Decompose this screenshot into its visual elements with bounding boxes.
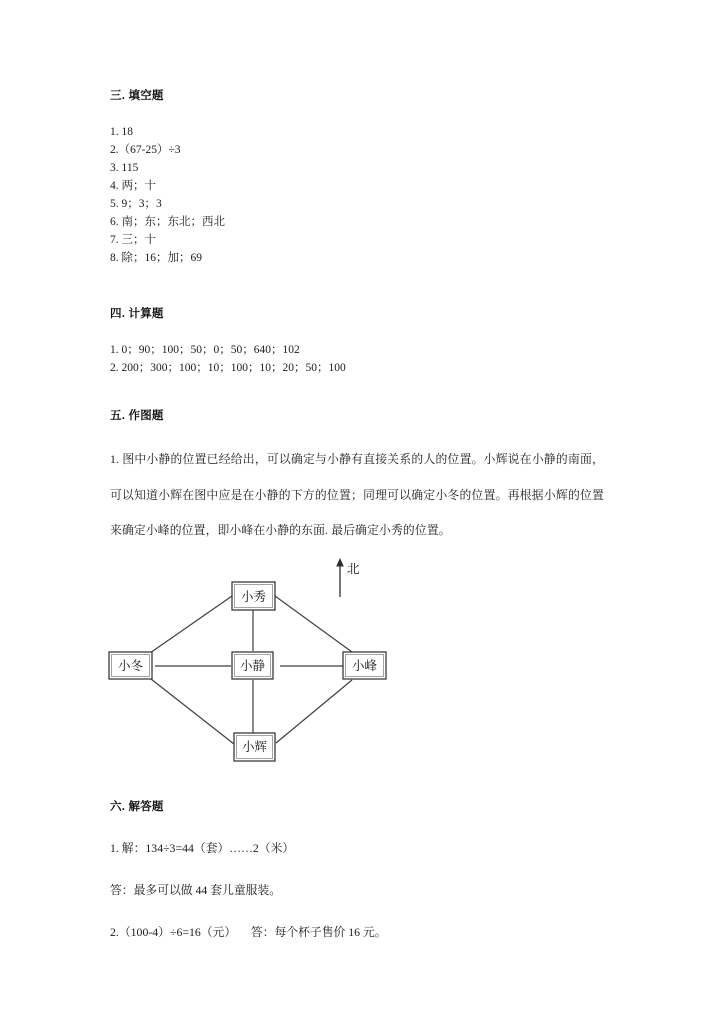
list-item: 8. 除；16；加；69: [110, 252, 202, 264]
edge-xiaoxiu-xiaofeng: [275, 596, 352, 652]
diagram-node-xiaohui: [234, 733, 275, 761]
section-heading-solve: 六. 解答题: [110, 801, 164, 813]
solve-section: [110, 799, 610, 941]
diagram-node-xiaoxiu: [232, 582, 275, 610]
north-arrow-icon: [336, 558, 344, 597]
spacer: [110, 377, 610, 408]
diagram-node-xiaofeng: [343, 652, 386, 679]
list-item: 2.（67-25）÷3: [110, 144, 181, 156]
solve-line: 答：最多可以做 44 套儿童服装。: [110, 883, 282, 897]
document-content: [110, 88, 610, 549]
north-label: 北: [347, 562, 360, 576]
edge-xiaodong-xiaohui: [151, 679, 234, 744]
fill-in-blank-answer-list: [110, 123, 610, 267]
diagram-node-xiaojing: [232, 652, 273, 679]
spacer: [110, 424, 610, 442]
spacer: [110, 857, 610, 881]
diagram-node-label: 小峰: [351, 659, 378, 673]
edge-xiaodong-xiaoxiu: [150, 596, 232, 653]
spacer: [110, 267, 610, 306]
list-item: 7. 三；十: [110, 234, 156, 246]
diagram-node-label: 小辉: [241, 740, 268, 754]
spacer: [110, 899, 610, 923]
list-item: 6. 南；东；东北；西北: [110, 216, 225, 228]
spacer: [110, 815, 610, 839]
edge-xiaohui-xiaofeng: [276, 680, 352, 743]
diagram-node-label: 小静: [239, 659, 266, 673]
diagram-node-xiaodong: [109, 652, 152, 679]
list-item: 5. 9；3；3: [110, 198, 162, 210]
list-item: 1. 18: [110, 126, 133, 138]
list-item: 2. 200；300；100；10；100；10；20；50；100: [110, 362, 346, 374]
list-item: 4. 两；十: [110, 180, 156, 192]
solve-line: 2.（100-4）÷6=16（元） 答：每个杯子售价 16 元。: [110, 925, 387, 939]
solve-line: 1. 解：134÷3=44（套）……2（米）: [110, 841, 295, 855]
list-item: 1. 0；90；100；50；0；50；640；102: [110, 344, 300, 356]
diagram-node-label: 小秀: [240, 590, 267, 604]
section-heading-calculation: 四. 计算题: [110, 308, 164, 320]
diagram-node-label: 小冬: [117, 659, 144, 673]
calculation-answer-list: [110, 341, 610, 377]
list-item: 3. 115: [110, 162, 139, 174]
section-heading-fill-in-blank: 三. 填空题: [110, 90, 164, 102]
section-heading-drawing: 五. 作图题: [110, 410, 164, 422]
position-relationship-diagram: [100, 552, 410, 777]
drawing-explanation-paragraph: 1. 图中小静的位置已经给出，可以确定与小静有直接关系的人的位置。小辉说在小静的南面，可以知道小辉在图中应是在小静的下方的位置；同理可以确定小冬的位置。再根据小辉的位置来确定小峰的位置，即小峰在小静的东面. 最后确定小秀的位置。: [110, 452, 604, 537]
